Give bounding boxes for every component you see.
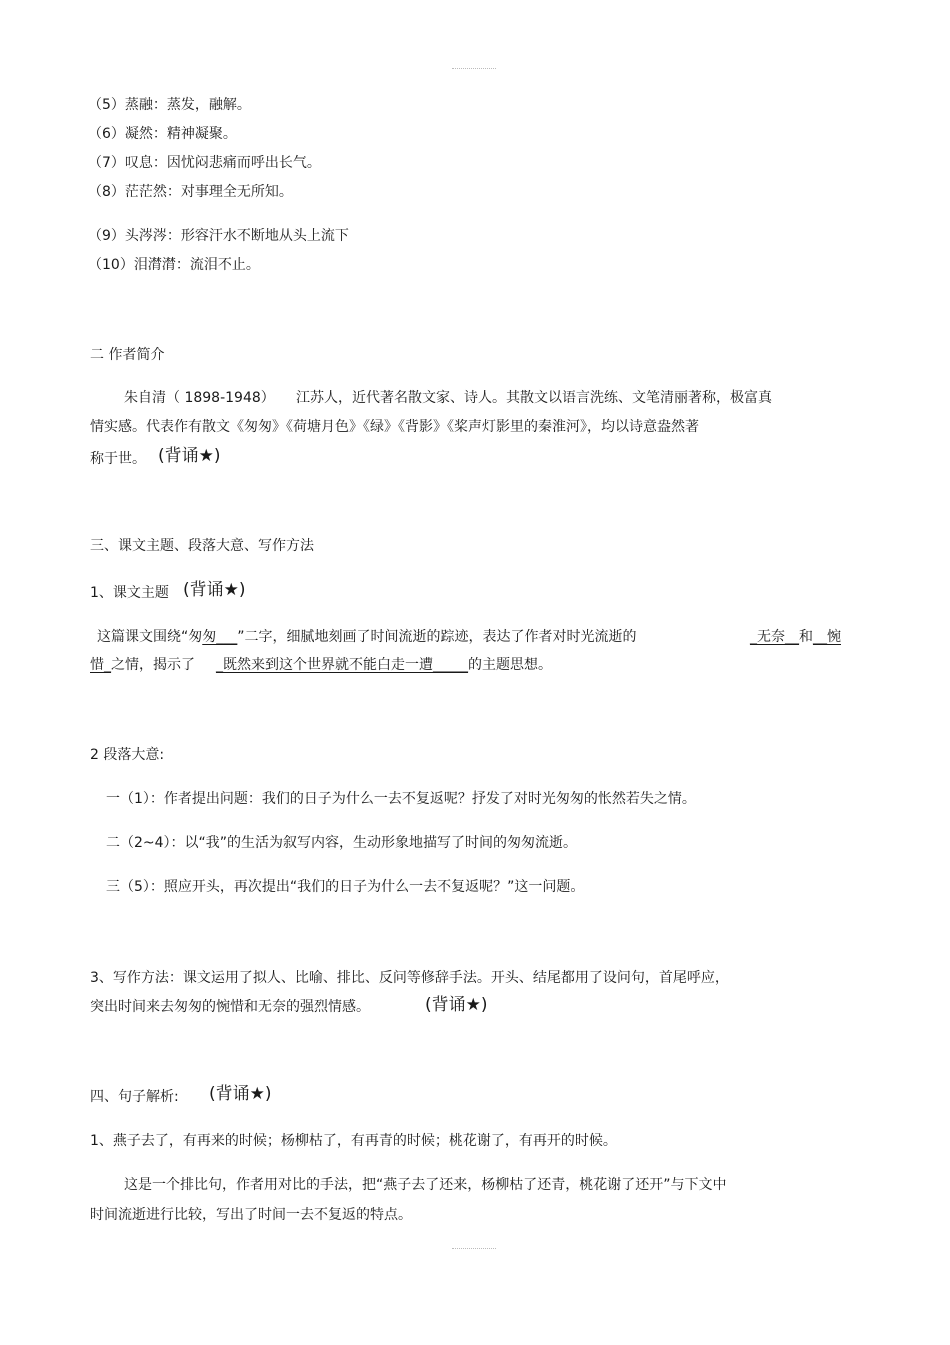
section-heading-theme: 三、课文主题、段落大意、写作方法 bbox=[90, 538, 314, 554]
sentence-item: 1、燕子去了，有再来的时候；杨柳枯了，有再青的时候；桃花谢了，有再开的时候。 bbox=[90, 1133, 617, 1149]
theme-blank: 匆___ bbox=[202, 629, 238, 645]
vocab-item: （9）头涔涔：形容汗水不断地从头上流下 bbox=[88, 228, 349, 244]
author-bio-line: 称于世。 bbox=[90, 451, 146, 467]
theme-heading: 1、课文主题 bbox=[90, 585, 169, 601]
theme-text bbox=[97, 628, 637, 646]
author-bio-line: 情实感。代表作有散文《匆匆》《荷塘月色》《绿》《背影》《桨声灯影里的秦淮河》，均以诗意盎然著 bbox=[90, 419, 699, 435]
recite-mark: (背诵★) bbox=[183, 580, 246, 600]
recite-mark: (背诵★) bbox=[425, 995, 488, 1015]
section-heading-sentence: 四、句子解析: bbox=[90, 1089, 179, 1105]
vocab-item: （7）叹息：因忧闷悲痛而呼出长气。 bbox=[88, 155, 321, 171]
paragraph-summary: 三（5）：照应开头，再次提出“我们的日子为什么一去不复返呢？”这一问题。 bbox=[106, 879, 585, 895]
writing-method: 3、写作方法：课文运用了拟人、比喻、排比、反问等修辞手法。开头、结尾都用了设问句，首尾呼应， bbox=[90, 970, 729, 986]
paragraph-summary: 一（1）：作者提出问题：我们的日子为什么一去不复返呢？抒发了对时光匆匆的怅然若失之情。 bbox=[106, 791, 696, 807]
section-heading-author: 二 作者简介 bbox=[90, 347, 165, 363]
page-top-marker bbox=[452, 68, 496, 69]
page-bottom-marker bbox=[452, 1248, 496, 1249]
theme-text-part: 这篇课文围绕“匆 bbox=[97, 629, 203, 645]
sentence-analysis: 这是一个排比句，作者用对比的手法，把“燕子去了还来，杨柳枯了还青，桃花谢了还开”与下文中 bbox=[124, 1177, 727, 1193]
vocab-item: （10）泪潸潸：流泪不止。 bbox=[88, 257, 260, 273]
theme-blank: _无奈__ bbox=[750, 629, 799, 645]
theme-blank: __惋 bbox=[813, 629, 841, 645]
theme-blank-wunai bbox=[750, 628, 841, 646]
theme-blank: _既然来到这个世界就不能白走一遭_____ bbox=[216, 657, 468, 673]
author-bio-line: 江苏人，近代著名散文家、诗人。其散文以语言洗练、文笔清丽著称，极富真 bbox=[296, 390, 772, 406]
theme-text-part: 和 bbox=[799, 629, 813, 645]
vocab-item: （5）蒸融：蒸发，融解。 bbox=[88, 97, 251, 113]
vocab-item: （6）凝然：精神凝聚。 bbox=[88, 126, 237, 142]
paragraph-summary-heading: 2 段落大意: bbox=[90, 747, 165, 763]
vocab-item: （8）茫茫然：对事理全无所知。 bbox=[88, 184, 293, 200]
theme-text-part: ”二字，细腻地刻画了时间流逝的踪迹，表达了作者对时光流逝的 bbox=[237, 629, 637, 645]
recite-mark: (背诵★) bbox=[158, 446, 221, 466]
theme-blank: 惜_ bbox=[90, 657, 111, 673]
author-name: 朱自清（ 1898-1948） bbox=[124, 390, 275, 406]
theme-text bbox=[216, 656, 552, 674]
theme-text-part: 的主题思想。 bbox=[468, 657, 552, 673]
theme-text-part: 之情，揭示了 bbox=[111, 657, 195, 673]
theme-text bbox=[90, 656, 195, 674]
sentence-analysis: 时间流逝进行比较，写出了时间一去不复返的特点。 bbox=[90, 1207, 412, 1223]
writing-method: 突出时间来去匆匆的惋惜和无奈的强烈情感。 bbox=[90, 999, 370, 1015]
paragraph-summary: 二（2~4）：以“我”的生活为叙写内容，生动形象地描写了时间的匆匆流逝。 bbox=[106, 835, 578, 851]
recite-mark: (背诵★) bbox=[209, 1084, 272, 1104]
